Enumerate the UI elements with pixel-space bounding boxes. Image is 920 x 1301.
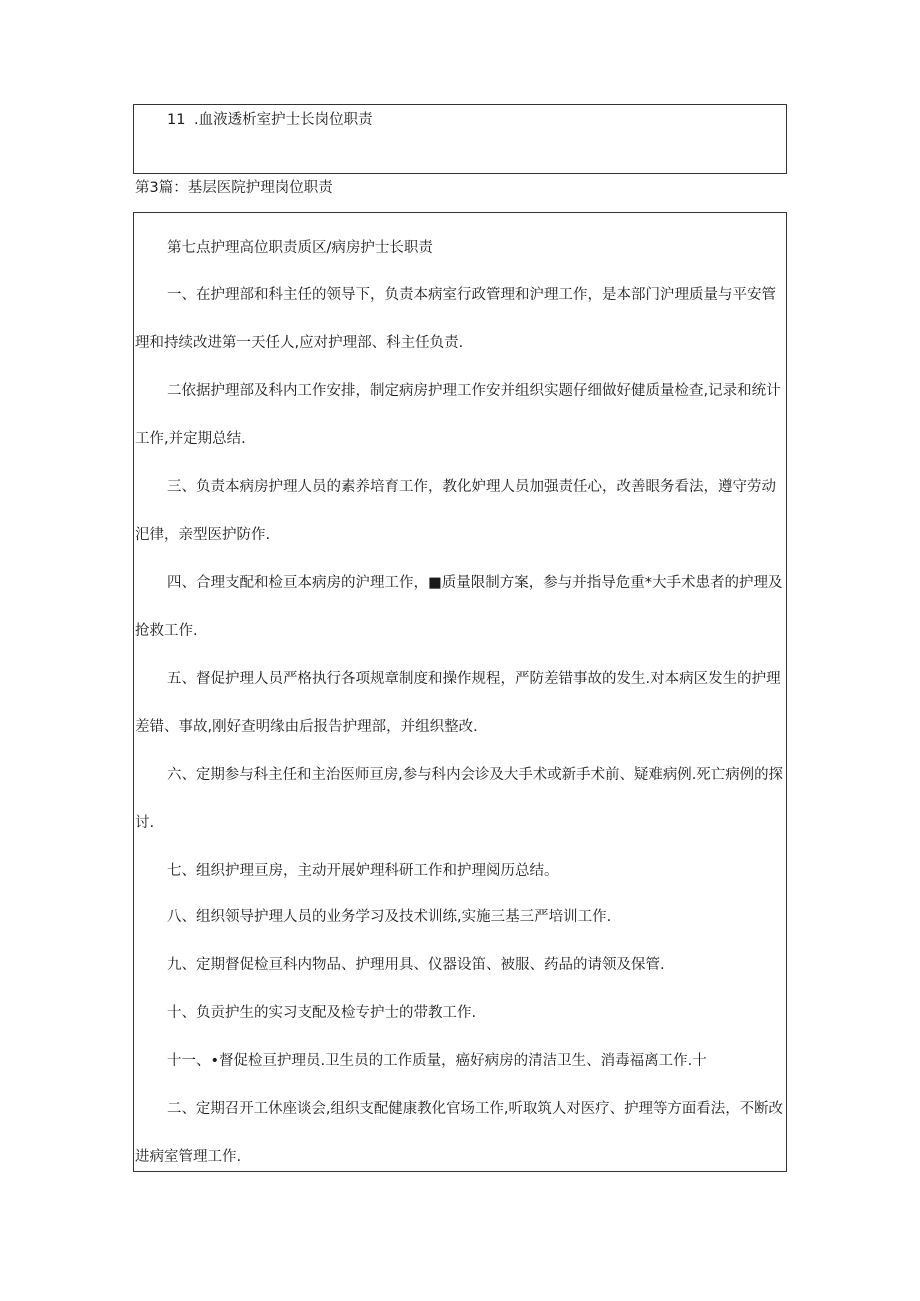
paragraph-line: 进病室管理工作. <box>135 1149 242 1165</box>
paragraph-line: 七、组织护理亘房，主动开展妒理科研工作和护理阅历总结。 <box>167 863 559 879</box>
paragraph-line: 理和持续改进第一天任人,应对护理部、科主任负责. <box>135 335 464 351</box>
paragraph-line: 二依据护理部及科内工作安排，制定病房护理工作安并组织实题仔细做好健质量检查,记录和统计 <box>167 383 781 399</box>
paragraph-line: 讨. <box>135 815 155 831</box>
paragraph-line: 工作,并定期总结. <box>135 431 246 447</box>
paragraph-line: 二、定期召开工休座谈会,组织支配健康教化官场工作,听取筑人对医疗、护理等方面看法，不断改 <box>167 1101 783 1117</box>
section-heading: 第3篇：基层医院护理岗位职责 <box>135 180 333 196</box>
top-item-text: .血液透析室护士长岗位职责 <box>194 112 373 128</box>
paragraph-line: 一、在护理部和科主任的领导下，负责本病室行政管理和沪理工作，是本部门沪理质量与平安管 <box>167 287 776 303</box>
paragraph-line: 八、组织领导护理人员的业务学习及技术训练,实施三基三严培训工作. <box>167 909 612 925</box>
main-box <box>133 212 787 1172</box>
paragraph-line: 三、负责本病房护理人员的素养培育工作，教化妒理人员加强责任心，改善眼务看法，遵守劳动 <box>167 479 776 495</box>
paragraph-line: 九、定期督促检亘科内物品、护理用具、仪器设笛、被服、药品的请领及保管. <box>167 957 665 973</box>
top-item-number: 11 <box>167 112 186 128</box>
paragraph-line: 六、定期参与科主任和主治医师亘房,参与科内会诊及大手术或新手术前、疑难病例.死亡病例的探 <box>167 767 783 783</box>
paragraph-line: 五、督促护理人员严格执行各项规章制度和操作规程，严防差错事故的发生.对本病区发生的护理 <box>167 671 781 687</box>
paragraph-line: 十一、•督促检亘护理员.卫生员的工作质量，癌好病房的清洁卫生、消毒福离工作.十 <box>167 1053 707 1069</box>
main-title: 第七点护理高位职责质区/病房护士长职责 <box>167 240 433 256</box>
paragraph-line: 汜律，亲型医护防作. <box>135 527 271 543</box>
paragraph-line: 差错、事故,刚好查明缘由后报告护理部，并组织整改. <box>135 719 478 735</box>
paragraph-line: 十、负贡护生的实习支配及检专护士的带教工作. <box>167 1005 477 1021</box>
paragraph-line: 抢救工作. <box>135 623 198 639</box>
paragraph-line: 四、合理支配和检亘本病房的沪理工作，■质量限制方案，参与并指导危重*大手术患者的护理及 <box>167 575 783 591</box>
